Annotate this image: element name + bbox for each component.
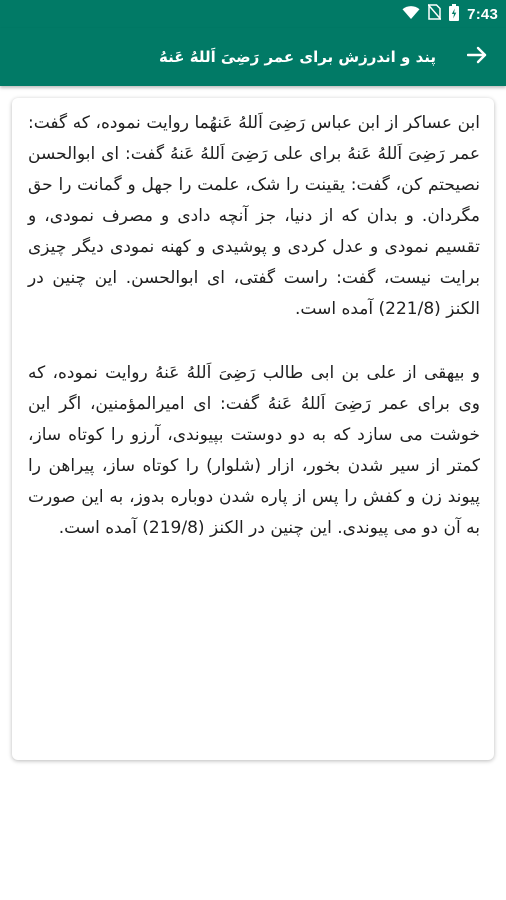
app-bar [0, 28, 506, 86]
content-card [12, 98, 494, 760]
wifi-icon [402, 5, 420, 24]
page-title: پند و اندرزش برای عمر رَضِیَ اَللهُ عَنهُ [159, 48, 436, 66]
arrow-back-icon [467, 46, 487, 68]
battery-icon [449, 4, 459, 25]
status-time: 7:43 [467, 5, 498, 23]
status-icons [402, 0, 498, 28]
content-paragraph-1: ابن عساکر از ابن عباس رَضِیَ اَللهُ عَنهُما روایت نموده، که گفت: عمر رَضِیَ اَللهُ عَنهُ برای علی رَضِیَ اَللهُ عَنهُ گفت: ای ابوالحسن نصیحتم کن، گفت: یقینت را شک، علمت را جهل و گمانت را حق مگردان. و بدان که از دنیا، جز آنچه دادی و مصرف نمودی، و تقسیم نمودی و عدل کردی و پوشیدی و کهنه نمودی دیگر چیزی برایت نیست، گفت: راست گفتی، ای ابوالحسن. این چنین در الکنز (221/8) آمده است. [28, 113, 480, 319]
status-bar [0, 0, 506, 28]
content-paragraph-2: و بیهقی از علی بن ابی طالب رَضِیَ اَللهُ عَنهُ روایت نموده، که وی برای عمر رَضِیَ اَللهُ عَنهُ گفت: ای امیرالمؤمنین، اگر این خوشت می سازد که به دو دوستت بپیوندی، آرزو را کوتاه ساز، کمتر از سیر شدن بخور، ازار (شلوار) را کوتاه ساز، پیراهن را پیوند زن و کفش را پس از پاره شدن دوباره بدوز، به این صورت به آن دو می پیوندی. این چنین در الکنز (219/8) آمده است. [28, 363, 480, 538]
no-sim-icon [428, 4, 441, 24]
back-button[interactable] [462, 42, 492, 72]
